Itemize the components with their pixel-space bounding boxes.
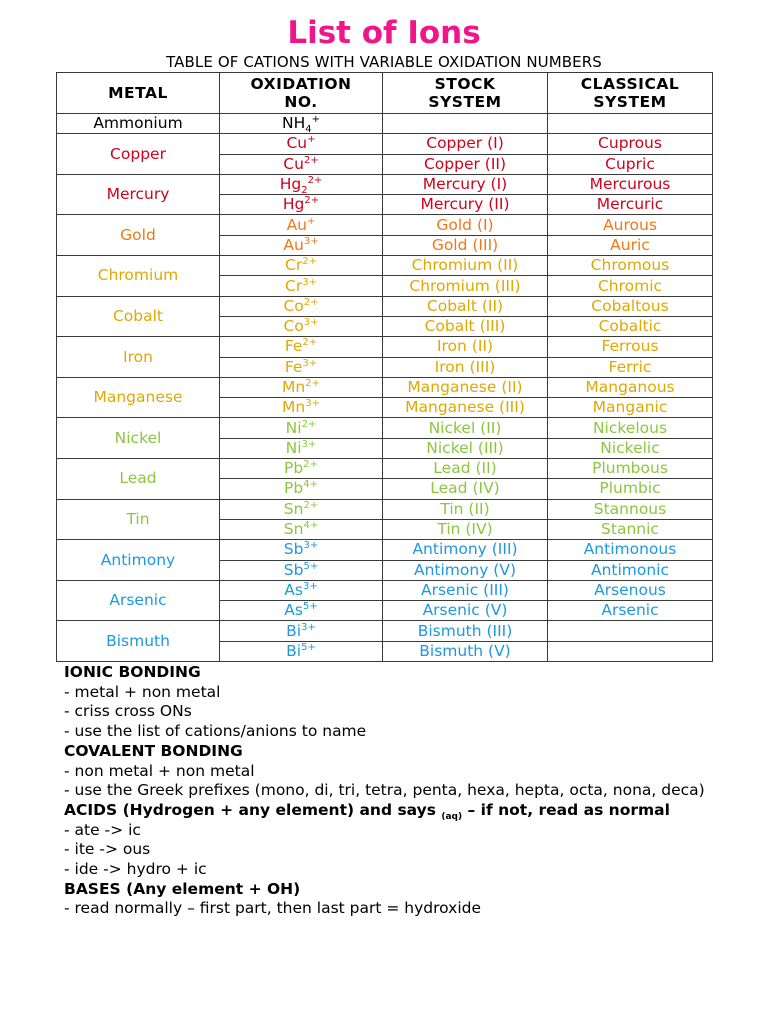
metal-cell: Gold	[57, 215, 220, 256]
classical-cell	[548, 621, 713, 641]
table-row	[57, 134, 713, 154]
table-row	[57, 418, 713, 438]
stock-cell: Lead (IV)	[383, 479, 548, 499]
ion-cell: $Ni^{3+}$	[220, 438, 383, 458]
classical-cell: Manganic	[548, 398, 713, 418]
classical-cell: Aurous	[548, 215, 713, 235]
table-row	[57, 540, 713, 560]
classical-cell: Cupric	[548, 154, 713, 174]
classical-cell	[548, 641, 713, 661]
stock-cell: Arsenic (V)	[383, 601, 548, 621]
stock-cell: Mercury (II)	[383, 195, 548, 215]
ion-cell: $Cu^{2+}$	[220, 154, 383, 174]
header-stock-system: STOCK SYSTEM	[383, 73, 548, 114]
stock-cell: Bismuth (III)	[383, 621, 548, 641]
page-title: List of Ions	[287, 15, 481, 51]
ionic-bonding-heading: IONIC BONDING	[64, 663, 201, 681]
metal-cell: Antimony	[57, 540, 220, 581]
classical-cell: Nickelous	[548, 418, 713, 438]
stock-cell: Copper (II)	[383, 154, 548, 174]
ion-cell: $Pb^{2+}$	[220, 459, 383, 479]
ion-cell: Cu+	[220, 134, 383, 154]
list-item: - ide -> hydro + ic	[64, 860, 207, 879]
table-row	[57, 377, 713, 397]
ion-cell: $Sn^{4+}$	[220, 519, 383, 539]
metal-cell: Mercury	[57, 174, 220, 215]
stock-cell: Nickel (II)	[383, 418, 548, 438]
header-metal: METAL	[57, 73, 220, 114]
header-classical-system: CLASSICAL SYSTEM	[548, 73, 713, 114]
classical-cell: Chromic	[548, 276, 713, 296]
classical-cell: Antimonic	[548, 560, 713, 580]
stock-cell: Nickel (III)	[383, 438, 548, 458]
ion-cell: $Fe^{3+}$	[220, 357, 383, 377]
classical-cell: Antimonous	[548, 540, 713, 560]
ion-cell: $Bi^{3+}$	[220, 621, 383, 641]
header-oxidation-no: OXIDATION NO.	[220, 73, 383, 114]
classical-cell: Cuprous	[548, 134, 713, 154]
stock-cell: Chromium (II)	[383, 256, 548, 276]
metal-cell: Lead	[57, 459, 220, 500]
ion-cell: $Cr^{2+}$	[220, 256, 383, 276]
metal-cell: Manganese	[57, 377, 220, 418]
table-row	[57, 114, 713, 134]
table-header-row	[57, 73, 713, 114]
acids-heading: ACIDS (Hydrogen + any element) and says $_{(aq)}$ – if not, read as normal	[64, 800, 670, 823]
covalent-bonding-heading: COVALENT BONDING	[64, 741, 243, 760]
classical-cell: Cobaltic	[548, 316, 713, 336]
metal-cell: Cobalt	[57, 296, 220, 337]
stock-cell: Antimony (V)	[383, 560, 548, 580]
cations-table	[56, 72, 713, 662]
bases-heading: BASES (Any element + OH)	[64, 879, 301, 898]
ion-cell: $Sb^{3+}$	[220, 540, 383, 560]
stock-cell: Copper (I)	[383, 134, 548, 154]
stock-cell: Lead (II)	[383, 459, 548, 479]
classical-cell: Plumbous	[548, 459, 713, 479]
ion-cell: $Hg_2^{2+}$	[220, 174, 383, 194]
list-item: - read normally – first part, then last part = hydroxide	[64, 899, 482, 918]
metal-cell: Tin	[57, 499, 220, 540]
classical-cell: Cobaltous	[548, 296, 713, 316]
stock-cell: Gold (III)	[383, 235, 548, 255]
table-row	[57, 580, 713, 600]
stock-cell: Iron (II)	[383, 337, 548, 357]
classical-cell: Mercuric	[548, 195, 713, 215]
table-row	[57, 337, 713, 357]
classical-cell: Mercurous	[548, 174, 713, 194]
stock-cell: Gold (I)	[383, 215, 548, 235]
classical-cell: Chromous	[548, 256, 713, 276]
table-row	[57, 296, 713, 316]
stock-cell: Tin (II)	[383, 499, 548, 519]
ion-cell: $Pb^{4+}$	[220, 479, 383, 499]
table-row	[57, 499, 713, 519]
metal-cell: Arsenic	[57, 580, 220, 621]
table-subtitle: TABLE OF CATIONS WITH VARIABLE OXIDATION NUMBERS	[166, 53, 602, 71]
list-item: - ate -> ic	[64, 820, 141, 839]
stock-cell: Antimony (III)	[383, 540, 548, 560]
list-item: - non metal + non metal	[64, 761, 255, 780]
classical-cell: Nickelic	[548, 438, 713, 458]
classical-cell: Arsenic	[548, 601, 713, 621]
classical-cell: Ferric	[548, 357, 713, 377]
classical-cell: Manganous	[548, 377, 713, 397]
ion-cell: $Cr^{3+}$	[220, 276, 383, 296]
classical-cell: Plumbic	[548, 479, 713, 499]
stock-cell: Arsenic (III)	[383, 580, 548, 600]
stock-cell: Manganese (III)	[383, 398, 548, 418]
metal-cell: Nickel	[57, 418, 220, 459]
metal-cell: Chromium	[57, 256, 220, 297]
table-row	[57, 215, 713, 235]
stock-cell: Iron (III)	[383, 357, 548, 377]
stock-cell: Chromium (III)	[383, 276, 548, 296]
ion-cell: $Ni^{2+}$	[220, 418, 383, 438]
ion-cell: $Mn^{2+}$	[220, 377, 383, 397]
ion-cell: $Co^{3+}$	[220, 316, 383, 336]
classical-cell: Auric	[548, 235, 713, 255]
list-item: - criss cross ONs	[64, 702, 192, 721]
table-row	[57, 174, 713, 194]
table-row	[57, 256, 713, 276]
stock-cell: Cobalt (III)	[383, 316, 548, 336]
classical-cell	[548, 114, 713, 134]
classical-cell: Arsenous	[548, 580, 713, 600]
ion-cell: $Co^{2+}$	[220, 296, 383, 316]
metal-cell: Ammonium	[57, 114, 220, 134]
ion-cell: $Hg^{2+}$	[220, 195, 383, 215]
metal-cell: Iron	[57, 337, 220, 378]
list-item: - metal + non metal	[64, 682, 221, 701]
ion-cell: $Sn^{2+}$	[220, 499, 383, 519]
ion-cell: $As^{3+}$	[220, 580, 383, 600]
list-item: - use the Greek prefixes (mono, di, tri, tetra, penta, hexa, hepta, octa, nona, deca)	[64, 781, 705, 800]
list-item: - ite -> ous	[64, 840, 151, 859]
classical-cell: Ferrous	[548, 337, 713, 357]
list-item: - use the list of cations/anions to name	[64, 722, 367, 741]
stock-cell: Tin (IV)	[383, 519, 548, 539]
classical-cell: Stannic	[548, 519, 713, 539]
stock-cell: Mercury (I)	[383, 174, 548, 194]
ion-cell: $NH_4^+$	[220, 114, 383, 134]
ion-cell: $Au^{3+}$	[220, 235, 383, 255]
metal-cell: Copper	[57, 134, 220, 175]
classical-cell: Stannous	[548, 499, 713, 519]
bonding-notes	[64, 663, 744, 919]
stock-cell: Bismuth (V)	[383, 641, 548, 661]
stock-cell: Manganese (II)	[383, 377, 548, 397]
metal-cell: Bismuth	[57, 621, 220, 662]
table-row	[57, 459, 713, 479]
ion-cell: $As^{5+}$	[220, 601, 383, 621]
stock-cell: Cobalt (II)	[383, 296, 548, 316]
ion-cell: $Sb^{5+}$	[220, 560, 383, 580]
ion-cell: Au+	[220, 215, 383, 235]
ion-cell: $Bi^{5+}$	[220, 641, 383, 661]
stock-cell	[383, 114, 548, 134]
ion-cell: $Mn^{3+}$	[220, 398, 383, 418]
ion-cell: $Fe^{2+}$	[220, 337, 383, 357]
table-row	[57, 621, 713, 641]
